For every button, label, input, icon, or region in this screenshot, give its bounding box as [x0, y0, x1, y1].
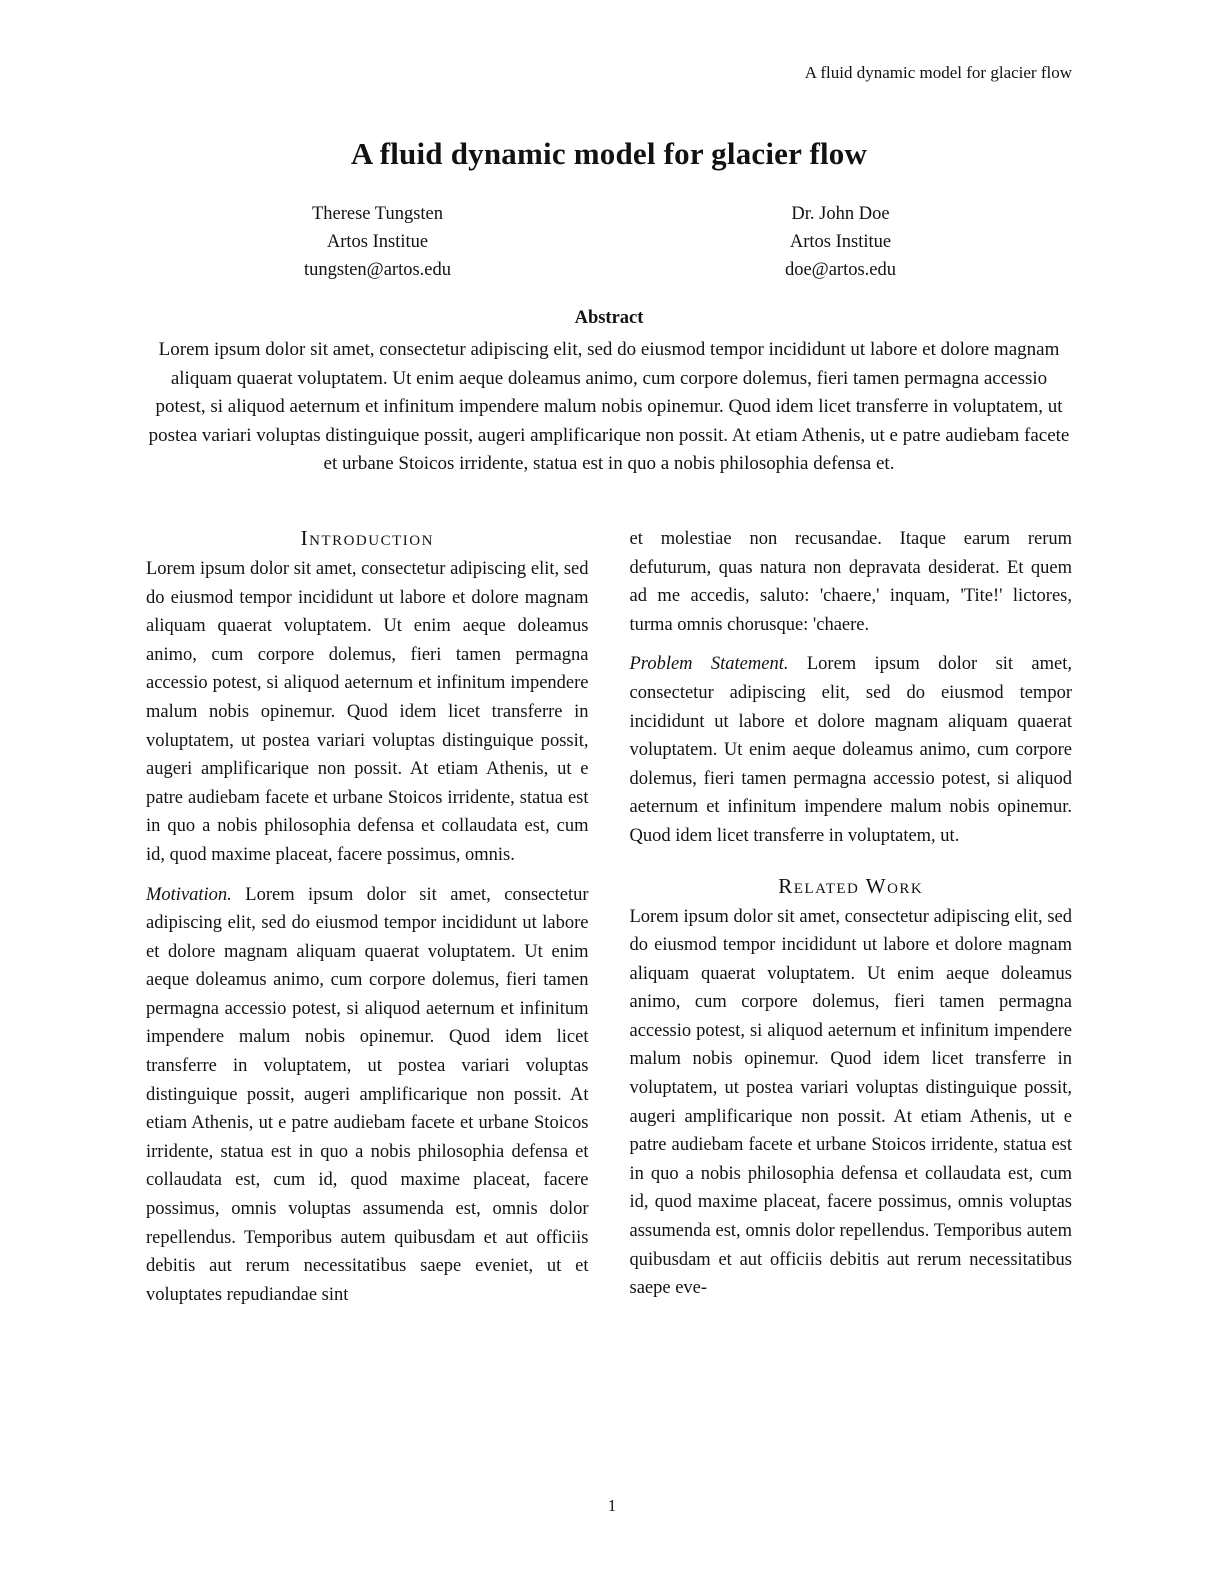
author-email: tungsten@artos.edu	[303, 260, 452, 280]
related-work-paragraph: Lorem ipsum dolor sit amet, consectetur adipiscing elit, sed do eiusmod tempor incididunt ut labore et dolore magnam aliquam quaerat voluptatem. Ut enim aeque doleamus animo, cum corpore dolemus, fieri tamen permagna accessio potest, si aliquod aeternum et infinitum impendere malum nobis opinemur. Quod idem licet transferre in voluptatem, ut postea variari voluptas distinguique possit, augeri amplificarique non possit. At etiam Athenis, ut e patre audiebam facete et urbane Stoicos irridente, statua est in quo a nobis philosophia defensa et collaudata est, cum id, quod maxime placeat, facere possimus, omnis voluptas assumenda est, omnis dolor repellendus. Temporibus autem quibusdam et aut officiis debitis aut rerum necessitatibus saepe eve-	[629, 906, 1072, 1299]
run-in-heading-motivation: Motivation.	[146, 884, 232, 905]
continuation-paragraph: et molestiae non recusandae. Itaque earum rerum defuturum, quas natura non depravata desiderat. Et quem ad me accedis, saluto: 'chaere,' inquam, 'Tite!' lictores, turma omnis chorusque: 'chaere.	[629, 528, 1072, 635]
author-block-2	[609, 200, 1072, 284]
right-column	[630, 525, 1073, 1309]
author-email: doe@artos.edu	[784, 260, 897, 280]
author-affiliation: Artos Institue	[326, 232, 429, 252]
author-name: Therese Tungsten	[311, 204, 444, 224]
abstract-heading: Abstract	[574, 308, 644, 328]
paper-title: A fluid dynamic model for glacier flow	[350, 136, 868, 171]
problem-statement-paragraph-text: Lorem ipsum dolor sit amet, consectetur adipiscing elit, sed do eiusmod tempor incididunt ut labore et dolore magnam aliquam quaerat voluptatem. Ut enim aeque doleamus animo, cum corpore dolemus, fieri tamen permagna accessio potest, si aliquod aeternum et infinitum impendere malum nobis opinemur. Quod idem licet transferre in voluptatem, ut.	[629, 654, 1072, 846]
author-name: Dr. John Doe	[791, 204, 890, 224]
motivation-paragraph	[146, 881, 589, 1310]
authors-row	[146, 200, 1072, 284]
problem-statement-paragraph	[630, 650, 1073, 850]
author-block-1	[146, 200, 609, 284]
running-head: A fluid dynamic model for glacier flow	[804, 63, 1072, 82]
introduction-paragraph: Lorem ipsum dolor sit amet, consectetur adipiscing elit, sed do eiusmod tempor incididunt ut labore et dolore magnam aliquam quaerat voluptatem. Ut enim aeque doleamus animo, cum corpore dolemus, fieri tamen permagna accessio potest, si aliquod aeternum et infinitum impendere malum nobis opinemur. Quod idem licet transferre in voluptatem, ut postea variari voluptas distinguique possit, augeri amplificarique non possit. At etiam Athenis, ut e patre audiebam facete et urbane Stoicos irridente, statua est in quo a nobis philosophia defensa et collaudata est, cum id, quod maxime placeat, facere possimus, omnis.	[146, 558, 589, 865]
run-in-heading-problem-statement: Problem Statement.	[629, 654, 789, 675]
author-affiliation: Artos Institue	[789, 232, 892, 252]
abstract-text: Lorem ipsum dolor sit amet, consectetur adipiscing elit, sed do eiusmod tempor incididunt ut labore et dolore magnam aliquam quaerat voluptatem. Ut enim aeque doleamus animo, cum corpore dolemus, fieri tamen permagna accessio potest, si aliquod aeternum et infinitum impendere malum nobis opinemur. Quod idem licet transferre in voluptatem, ut postea variari voluptas distinguique possit, augeri amplificarique non possit. At etiam Athenis, ut e patre audiebam facete et urbane Stoicos irridente, statua est in quo a nobis philosophia defensa et.	[148, 339, 1070, 475]
left-column	[146, 525, 589, 1309]
two-column-body	[146, 525, 1072, 1309]
section-heading-introduction: Introduction	[300, 525, 434, 550]
motivation-paragraph-text: Lorem ipsum dolor sit amet, consectetur adipiscing elit, sed do eiusmod tempor incididunt ut labore et dolore magnam aliquam quaerat voluptatem. Ut enim aeque doleamus animo, cum corpore dolemus, fieri tamen permagna accessio potest, si aliquod aeternum et infinitum impendere malum nobis opinemur. Quod idem licet transferre in voluptatem, ut postea variari voluptas distinguique possit, augeri amplificarique non possit. At etiam Athenis, ut e patre audiebam facete et urbane Stoicos irridente, statua est in quo a nobis philosophia defensa et collaudata est, cum id, quod maxime placeat, facere possimus, omnis voluptas assumenda est, omnis dolor repellendus. Temporibus autem quibusdam et aut officiis debitis aut rerum necessitatibus saepe eveniet, ut et voluptates repudiandae sint	[146, 884, 589, 1305]
page-number: 1	[607, 1496, 617, 1515]
section-heading-related-work: Related Work	[778, 873, 924, 898]
